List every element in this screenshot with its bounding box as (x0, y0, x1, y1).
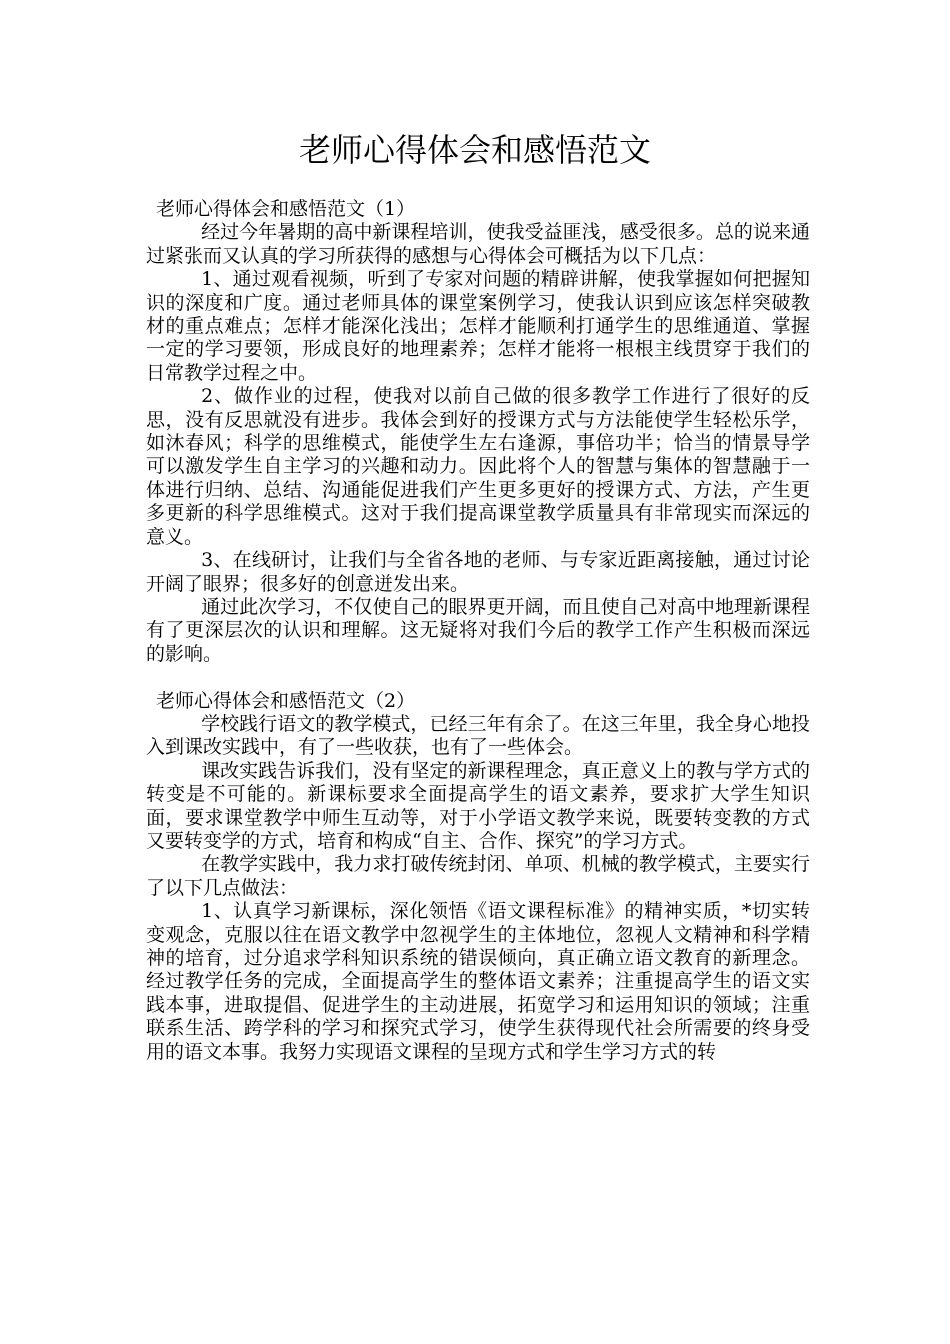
paragraph: 在教学实践中，我力求打破传统封闭、单项、机械的教学模式，主要实行了以下几点做法： (146, 853, 810, 899)
paragraph: 1、认真学习新课标，深化领悟《语文课程标准》的精神实质，*切实转变观念，克服以往在语文教学中忽视学生的主体地位，忽视人文精神和科学精神的培育，过分追求学科知识系统的错误倾向，真正确立语文教育的新理念。经过教学任务的完成，全面提高学生的整体语文素养；注重提高学生的语文实践本事，进取提倡、促进学生的主动进展，拓宽学习和运用知识的领域；注重联系生活、跨学科的学习和探究式学习，使学生获得现代社会所需要的终身受用的语文本事。我努力实现语文课程的呈现方式和学生学习方式的转 (146, 900, 810, 1063)
document-title: 老师心得体会和感悟范文 (298, 131, 651, 169)
paragraph: 2、做作业的过程，使我对以前自己做的很多教学工作进行了很好的反思，没有反思就没有进步。我体会到好的授课方式与方法能使学生轻松乐学，如沐春风；科学的思维模式，能使学生左右逢源，事倍功半；恰当的情景导学可以激发学生自主学习的兴趣和动力。因此将个人的智慧与集体的智慧融于一体进行归纳、总结、沟通能促进我们产生更多更好的授课方式、方法，产生更多更新的科学思维模式。这对于我们提高课堂教学质量具有非常现实而深远的意义。 (146, 385, 810, 548)
paragraph: 3、在线研讨，让我们与全省各地的老师、与专家近距离接触，通过讨论开阔了眼界；很多好的创意迸发出来。 (146, 549, 810, 595)
paragraph: 1、通过观看视频，听到了专家对问题的精辟讲解，使我掌握如何把握知识的深度和广度。通过老师具体的课堂案例学习，使我认识到应该怎样突破教材的重点难点；怎样才能深化浅出；怎样才能顺利打通学生的思维通道、掌握一定的学习要领，形成良好的地理素养；怎样才能将一根根主线贯穿于我们的日常教学过程之中。 (146, 268, 810, 384)
document-body (146, 198, 810, 1064)
paragraph: 通过此次学习，不仅使自己的眼界更开阔，而且使自己对高中地理新课程有了更深层次的认识和理解。这无疑将对我们今后的教学工作产生积极而深远的影响。 (146, 595, 810, 665)
section-heading: 老师心得体会和感悟范文（1） (156, 198, 416, 220)
section-spacer (146, 666, 810, 689)
paragraph: 课改实践告诉我们，没有坚定的新课程理念，真正意义上的教与学方式的转变是不可能的。新课标要求全面提高学生的语文素养，要求扩大学生知识面，要求课堂教学中师生互动等，对于小学语文教学来说，既要转变教的方式又要转变学的方式，培育和构成“自主、合作、探究”的学习方式。 (146, 759, 810, 852)
section-2 (146, 690, 810, 1065)
paragraph: 经过今年暑期的高中新课程培训，使我受益匪浅，感受很多。总的说来通过紧张而又认真的学习所获得的感想与心得体会可概括为以下几点： (146, 221, 810, 267)
paragraph: 学校践行语文的教学模式，已经三年有余了。在这三年里，我全身心地投入到课改实践中，有了一些收获，也有了一些体会。 (146, 712, 810, 759)
section-1 (146, 198, 810, 666)
section-heading: 老师心得体会和感悟范文（2） (156, 689, 416, 712)
